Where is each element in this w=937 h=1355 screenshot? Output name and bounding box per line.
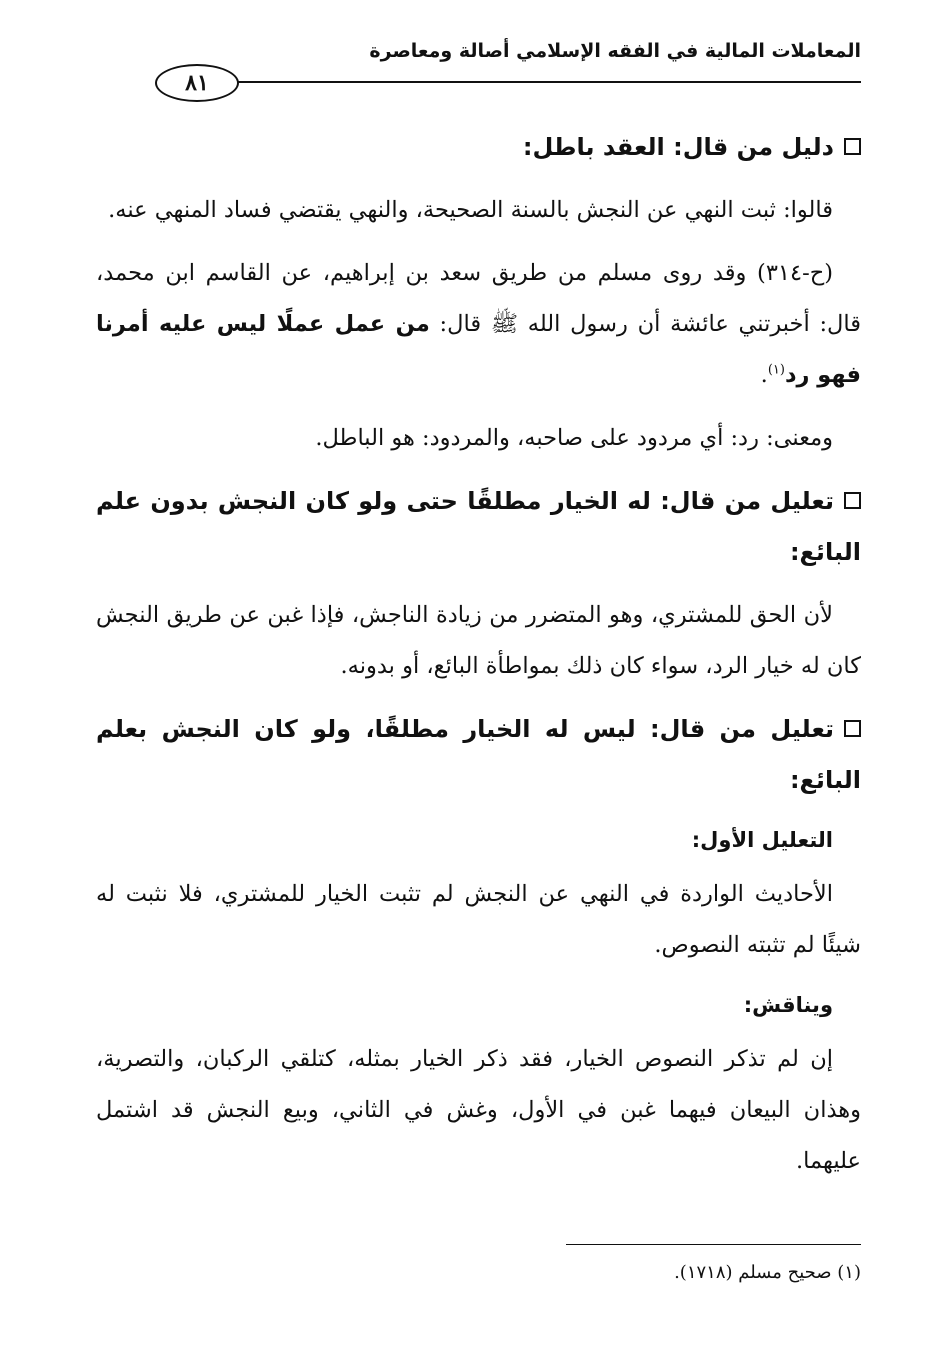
hadith-paragraph <box>96 248 861 401</box>
footnote-rule <box>566 1244 861 1245</box>
section-heading-text: تعليل من قال: له الخيار مطلقًا حتى ولو كان النجش بدون علم البائع: <box>96 487 861 566</box>
header-rule <box>232 81 861 83</box>
subheading-discussion: ويناقش: <box>743 993 833 1017</box>
paragraph: الأحاديث الواردة في النهي عن النجش لم تثبت الخيار للمشتري، فلا نثبت له شيئًا لم تثبته النصوص. <box>96 881 861 958</box>
paragraph: ومعنى: رد: أي مردود على صاحبه، والمردود: هو الباطل. <box>315 425 833 451</box>
hadith-end: . <box>760 362 768 388</box>
subheading-first-reason: التعليل الأول: <box>691 828 833 852</box>
section-heading-no-option <box>96 704 861 806</box>
square-bullet-icon <box>844 720 861 737</box>
hadith-intro: (ح-٣١٤) وقد روى مسلم من طريق سعد بن إبراهيم، عن القاسم ابن محمد، قال: أخبرتني عائشة أن رسول الله ﷺ قال: <box>96 260 862 337</box>
paragraph: قالوا: ثبت النهي عن النجش بالسنة الصحيحة، والنهي يقتضي فساد المنهي عنه. <box>108 197 833 223</box>
footnote-marker: (١) <box>767 362 785 378</box>
footnote: (١) صحيح مسلم (١٧١٨). <box>674 1262 861 1283</box>
square-bullet-icon <box>844 138 861 155</box>
section-heading-evidence-void <box>96 122 861 173</box>
running-title: المعاملات المالية في الفقه الإسلامي أصالة ومعاصرة <box>369 40 861 62</box>
square-bullet-icon <box>844 492 861 509</box>
main-text <box>96 122 861 1199</box>
section-heading-text: تعليل من قال: ليس له الخيار مطلقًا، ولو كان النجش بعلم البائع: <box>96 715 861 794</box>
paragraph: إن لم تذكر النصوص الخيار، فقد ذكر الخيار بمثله، كتلقي الركبان، والتصرية، وهذان البيعان فيهما غبن في الأول، وغش في الثاني، وبيع النجش قد اشتمل عليهما. <box>96 1046 861 1174</box>
hadith-text: من عمل عملًا ليس عليه أمرنا فهو رد <box>96 311 861 388</box>
section-heading-option-absolute <box>96 476 861 578</box>
section-heading-text: دليل من قال: العقد باطل: <box>522 133 834 161</box>
paragraph: لأن الحق للمشتري، وهو المتضرر من زيادة الناجش، فإذا غبن عن طريق النجش كان له خيار الرد، سواء كان ذلك بمواطأة البائع، أو بدونه. <box>96 602 861 679</box>
page-number: ٨١ <box>155 64 239 102</box>
